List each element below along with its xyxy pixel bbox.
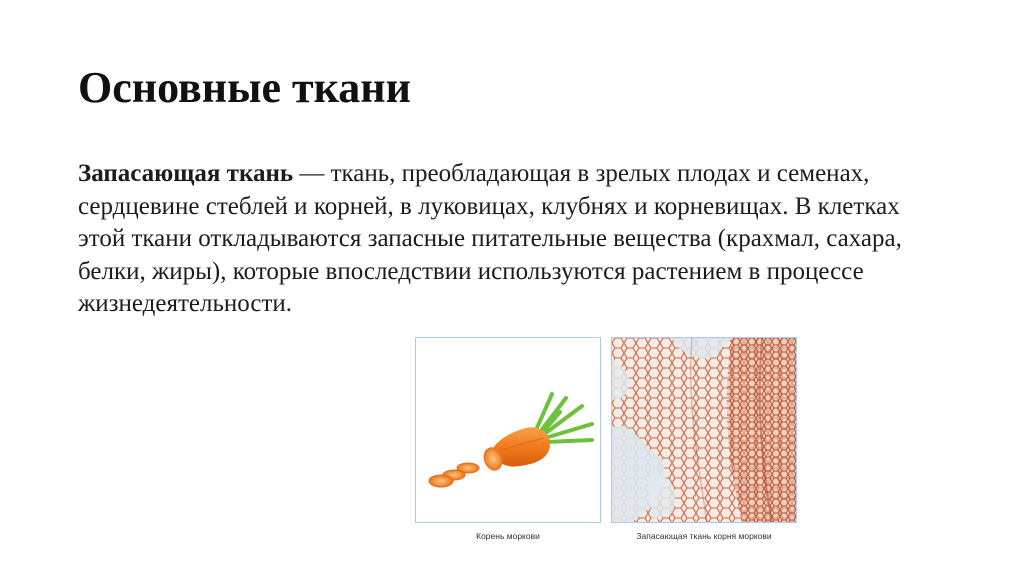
term-bold: Запасающая ткань — [78, 160, 294, 187]
carrot-illustration — [416, 338, 600, 522]
definition-paragraph — [78, 158, 938, 321]
caption-storage-tissue: Запасающая ткань корня моркови — [636, 531, 772, 541]
micrograph-illustration — [612, 338, 796, 522]
tissue-micrograph — [611, 337, 797, 523]
caption-carrot-root: Корень моркови — [476, 531, 540, 541]
slide-title: Основные ткани — [78, 63, 412, 112]
definition-text: — ткань, преобладающая в зрелых плодах и семенах, сердцевине стеблей и корней, в луковицах, клубнях и корневищах. В клетках этой ткани откладываются запасные питательные вещества (крахмал, сахара, белки, жиры), которые впоследствии используются растением в процессе жизнедеятельности. — [78, 160, 902, 317]
carrot-photo — [415, 337, 601, 523]
